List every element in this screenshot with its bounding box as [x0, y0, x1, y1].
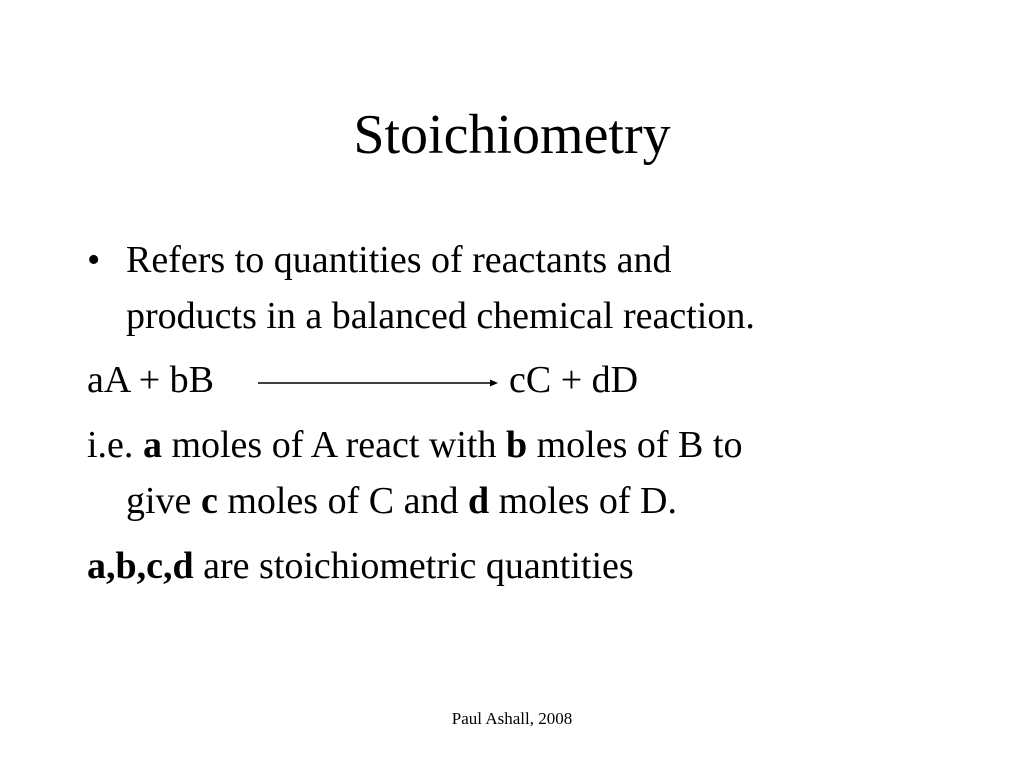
coefficients-list: a,b,c,d [87, 545, 194, 587]
right-arrow-icon [258, 378, 498, 388]
bullet-line-2: products in a balanced chemical reaction. [126, 295, 755, 337]
explanation-line-1 [87, 417, 947, 473]
coefficient-c: c [200, 480, 218, 522]
reaction-equation [87, 352, 947, 408]
bullet-line-1: Refers to quantities of reactants and [126, 239, 672, 281]
bullet-point: • [87, 239, 101, 281]
explanation-part-3: give [126, 480, 201, 522]
explanation-part-5: moles of D. [489, 480, 677, 522]
explanation-part-4: moles of C and [217, 480, 468, 522]
explanation-line-2 [126, 473, 986, 529]
reactants-text: aA + bB [87, 359, 214, 401]
quantities-statement [87, 538, 947, 594]
explanation-part-2: moles of B to [527, 424, 743, 466]
explanation-part-1: moles of A react with [161, 424, 506, 466]
coefficient-d: d [467, 480, 490, 522]
quantities-text: are stoichiometric quantities [193, 545, 634, 587]
explanation-prefix: i.e. [87, 424, 143, 466]
coefficient-a: a [142, 424, 162, 466]
products-text: cC + dD [509, 359, 639, 401]
footer-credit: Paul Ashall, 2008 [451, 709, 573, 728]
coefficient-b: b [505, 424, 528, 466]
slide-title: Stoichiometry [353, 104, 671, 166]
